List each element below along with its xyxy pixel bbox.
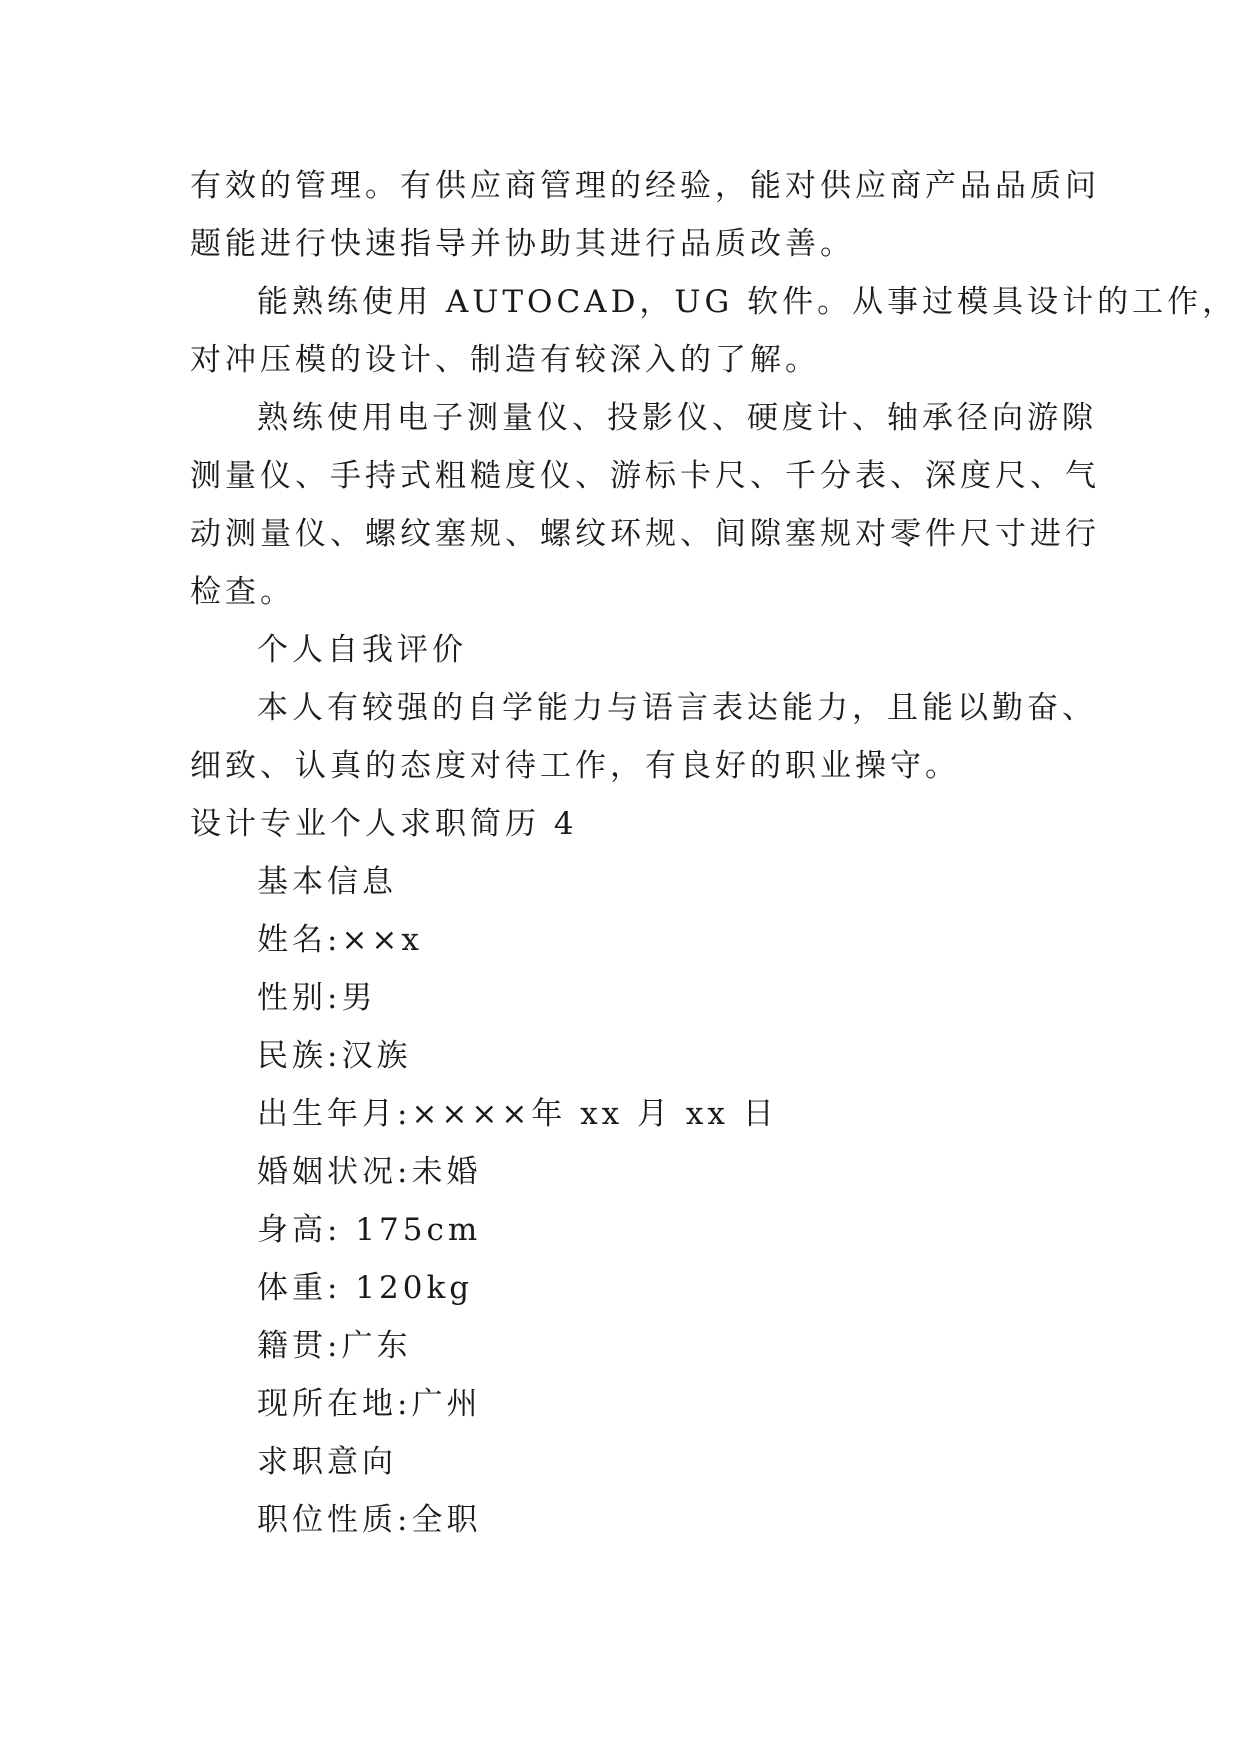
section-heading: 求职意向 — [257, 1444, 397, 1480]
section-heading: 个人自我评价 — [257, 632, 467, 668]
paragraph-line: 细致、认真的态度对待工作，有良好的职业操守。 — [190, 748, 960, 784]
info-field: 性别:男 — [257, 980, 377, 1016]
paragraph-line: 动测量仪、螺纹塞规、螺纹环规、间隙塞规对零件尺寸进行 — [190, 516, 1100, 552]
paragraph-line: 检查。 — [190, 574, 295, 610]
info-field: 姓名:××x — [257, 922, 423, 958]
paragraph-line: 有效的管理。有供应商管理的经验，能对供应商产品品质问 — [190, 168, 1100, 204]
info-field: 籍贯:广东 — [257, 1328, 412, 1364]
info-field: 婚姻状况:未婚 — [257, 1154, 482, 1190]
info-field: 职位性质:全职 — [257, 1502, 482, 1538]
paragraph-line: 题能进行快速指导并协助其进行品质改善。 — [190, 226, 855, 262]
info-field: 体重: 120kg — [257, 1270, 474, 1306]
paragraph-line: 本人有较强的自学能力与语言表达能力，且能以勤奋、 — [257, 690, 1097, 726]
paragraph-line: 对冲压模的设计、制造有较深入的了解。 — [190, 342, 820, 378]
section-heading: 基本信息 — [257, 864, 397, 900]
info-field: 现所在地:广州 — [257, 1386, 482, 1422]
document-title: 设计专业个人求职简历 4 — [190, 806, 578, 842]
paragraph-line: 熟练使用电子测量仪、投影仪、硬度计、轴承径向游隙 — [257, 400, 1097, 436]
info-field: 民族:汉族 — [257, 1038, 412, 1074]
info-field: 出生年月:××××年 xx 月 xx 日 — [257, 1096, 778, 1132]
info-field: 身高: 175cm — [257, 1212, 482, 1248]
paragraph-line: 测量仪、手持式粗糙度仪、游标卡尺、千分表、深度尺、气 — [190, 458, 1100, 494]
paragraph-line: 能熟练使用 AUTOCAD，UG 软件。从事过模具设计的工作， — [257, 284, 1238, 320]
